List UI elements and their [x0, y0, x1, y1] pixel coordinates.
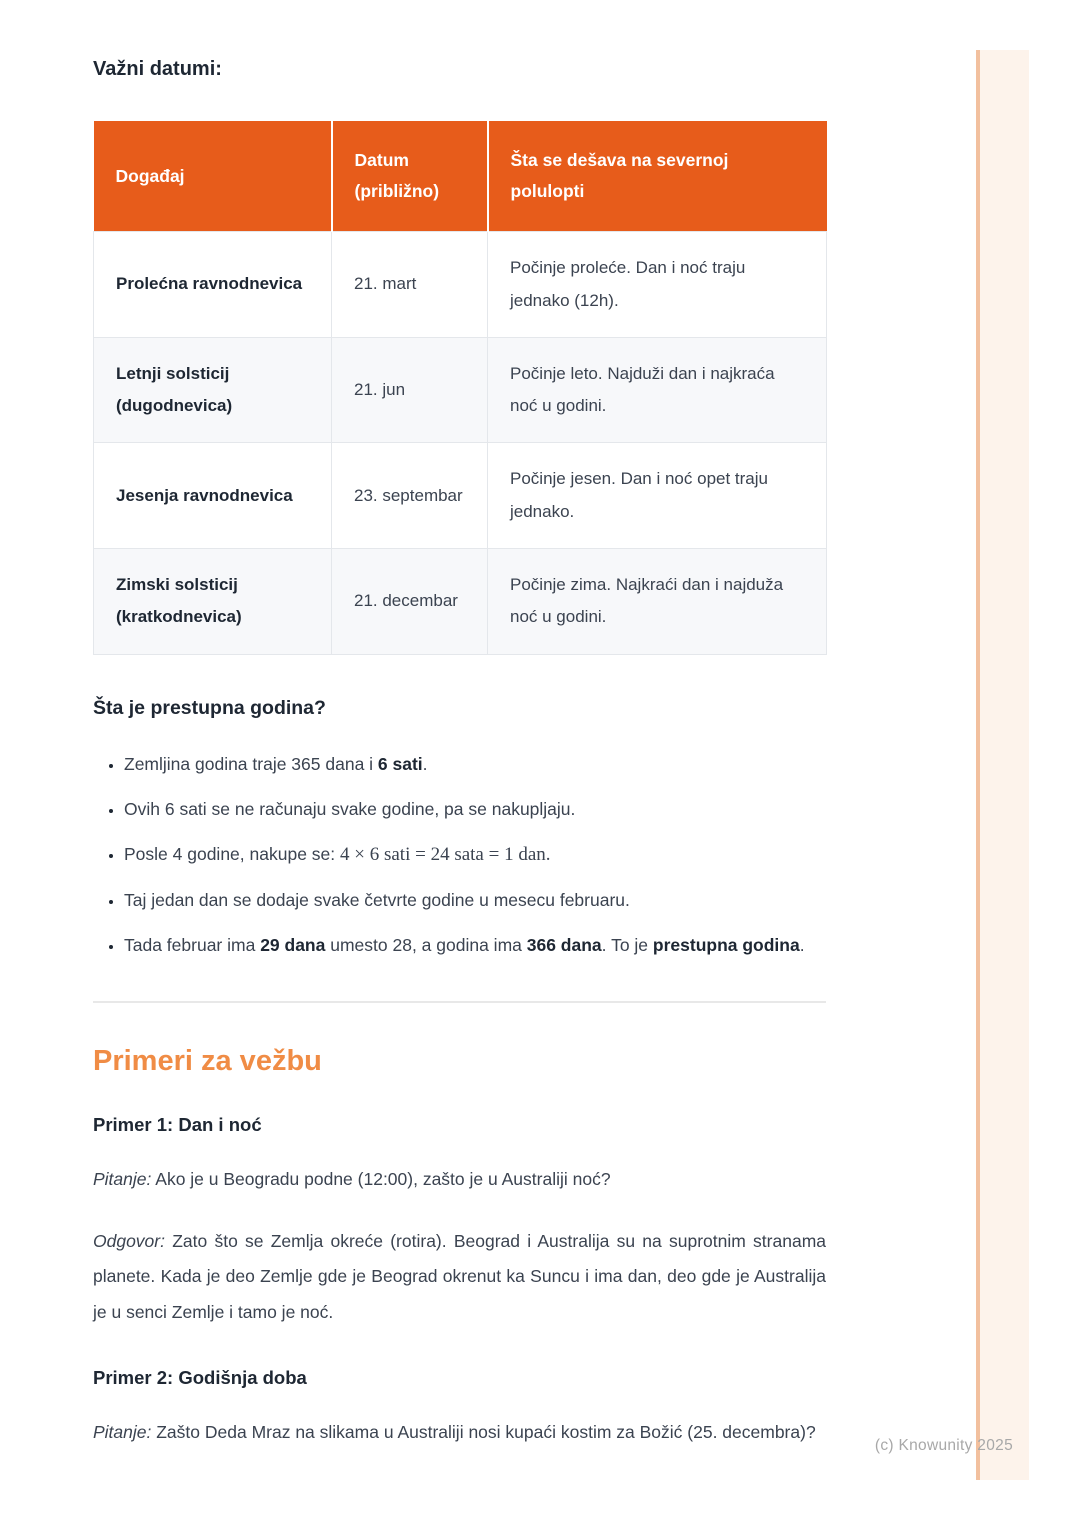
text-segment: Posle 4 godine, nakupe se: [124, 843, 340, 864]
date-cell: 21. jun [332, 337, 488, 443]
col-header-description: Šta se dešava na severnoj polulopti [488, 121, 827, 232]
text-segment: Taj jedan dan se dodaje svake četvrte godine u mesecu februaru. [124, 889, 630, 910]
text-segment: Zemljina godina traje 365 dana i [124, 753, 378, 774]
text-segment: . [422, 753, 428, 774]
text-segment: . [799, 934, 805, 955]
text-segment: prestupna godina [652, 934, 800, 955]
table-row [94, 443, 827, 549]
description-cell: Počinje leto. Najduži dan i najkraća noć u godini. [488, 337, 827, 443]
section-title-important-dates: Važni datumi: [93, 58, 222, 80]
description-cell: Počinje zima. Najkraći dan i najduža noć u godini. [488, 549, 827, 655]
leap-year-bullet [124, 746, 826, 782]
table-row [94, 232, 827, 338]
text-segment: . To je [601, 934, 653, 955]
table-header-row [94, 121, 827, 232]
section-divider [93, 1001, 826, 1003]
date-cell: 21. mart [332, 232, 488, 338]
text-segment: 6 sati [377, 753, 423, 774]
event-cell: Prolećna ravnodnevica [94, 232, 332, 338]
date-cell: 21. decembar [332, 549, 488, 655]
example-1-answer [93, 1224, 826, 1332]
date-cell: 23. septembar [332, 443, 488, 549]
event-cell: Zimski solsticij (kratkodnevica) [94, 549, 332, 655]
table-row [94, 549, 827, 655]
example-2-title: Primer 2: Godišnja doba [93, 1367, 307, 1389]
col-header-date: Datum (približno) [332, 121, 488, 232]
text-segment: Ovih 6 sati se ne računaju svake godine, pa se nakupljaju. [124, 798, 576, 819]
col-header-event: Događaj [94, 121, 332, 232]
text-segment: 29 dana [260, 934, 326, 955]
page-edge-stripe [976, 50, 1029, 1480]
document-content [93, 0, 826, 1451]
text-segment: 4 × 6 sati = 24 sata = 1 dan. [340, 843, 551, 865]
leap-year-bullet [124, 927, 826, 963]
important-dates-table [93, 121, 827, 655]
leap-year-bullet [124, 836, 826, 873]
text-segment: Pitanje: [93, 1422, 152, 1443]
event-cell: Letnji solsticij (dugodnevica) [94, 337, 332, 443]
text-segment: Ako je u Beogradu podne (12:00), zašto je u Australiji noć? [151, 1168, 611, 1189]
text-segment: Tada februar ima [124, 934, 261, 955]
leap-year-bullet [124, 882, 826, 918]
description-cell: Počinje proleće. Dan i noć traju jednako (12h). [488, 232, 827, 338]
copyright-note: (c) Knowunity 2025 [874, 1437, 1013, 1454]
example-2-question [93, 1415, 826, 1451]
example-1-question [93, 1162, 826, 1198]
section-title-leap-year: Šta je prestupna godina? [93, 696, 326, 719]
text-segment: 366 dana [526, 934, 602, 955]
text-segment: Odgovor: [93, 1230, 165, 1251]
example-1-title: Primer 1: Dan i noć [93, 1113, 262, 1135]
table-row [94, 337, 827, 443]
description-cell: Počinje jesen. Dan i noć opet traju jednako. [488, 443, 827, 549]
text-segment: Zašto Deda Mraz na slikama u Australiji nosi kupaći kostim za Božić (25. decembra)? [151, 1422, 816, 1443]
leap-year-bullet [124, 791, 826, 827]
section-title-examples: Primeri za vežbu [93, 1044, 322, 1077]
text-segment: Zato što se Zemlja okreće (rotira). Beograd i Australija su na suprotnim stranama planete. Kada je deo Zemlje gde je Beograd okrenut ka Suncu i ima dan, deo gde je Australija je u senci Zemlje i tamo je noć. [93, 1230, 826, 1323]
text-segment: Pitanje: [93, 1168, 152, 1189]
text-segment: umesto 28, a godina ima [325, 934, 527, 955]
event-cell: Jesenja ravnodnevica [94, 443, 332, 549]
leap-year-list [93, 746, 826, 963]
